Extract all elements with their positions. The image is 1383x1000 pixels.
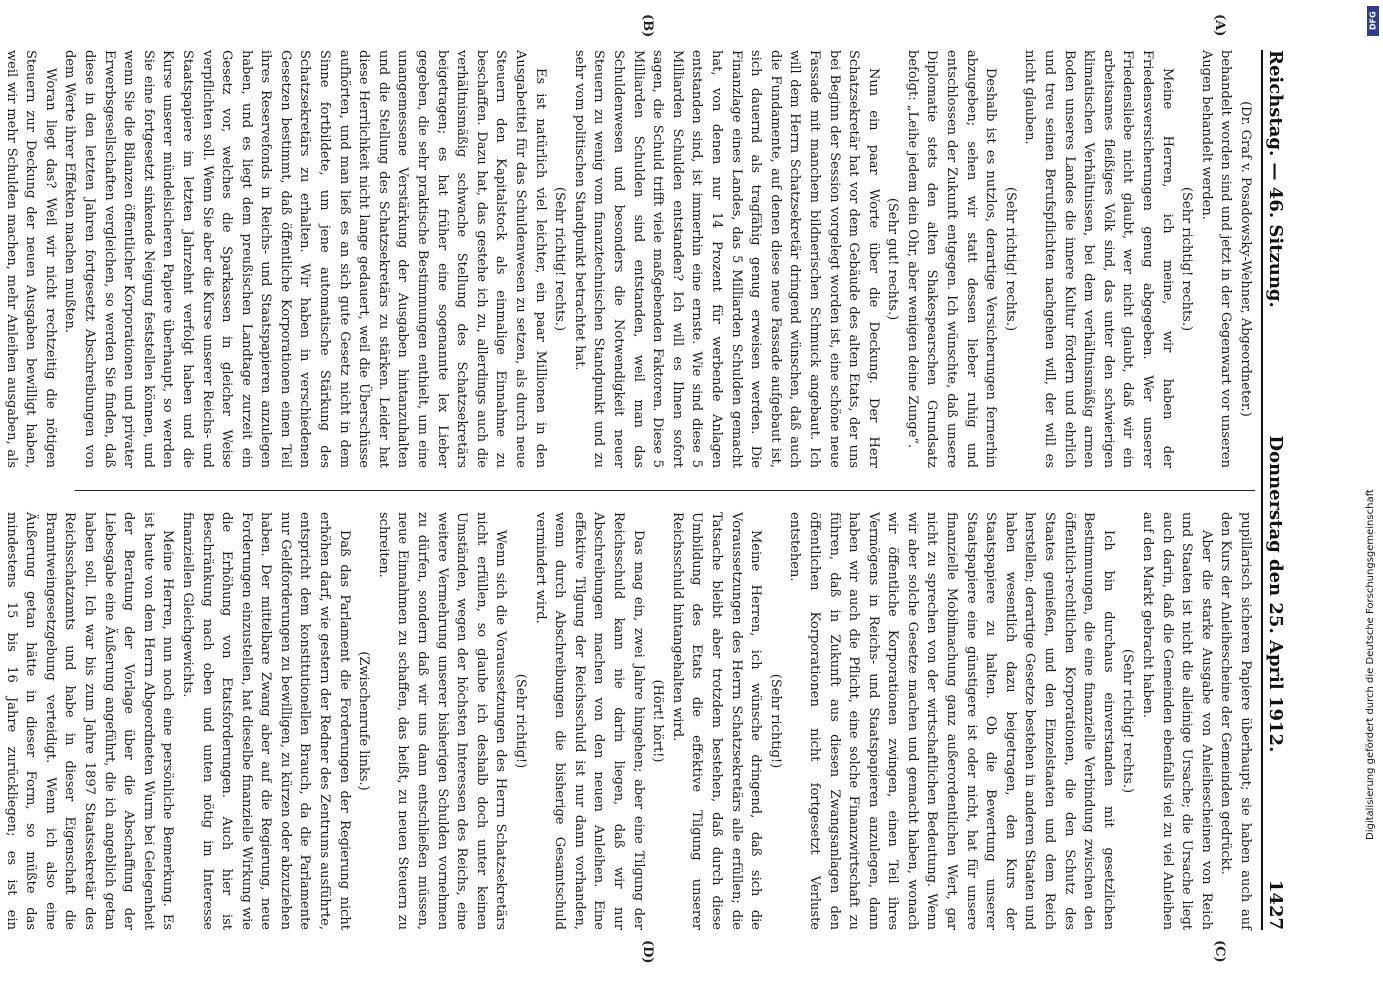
interjection: (Sehr richtig!) [767,673,783,769]
right-column [3,512,1255,930]
digitization-credit: Digitalisierung gefördert durch die Deutsche Forschungsgemeinschaft [1365,489,1376,840]
interjection: (Sehr richtig! rechts.) [1179,186,1195,332]
paragraph: Wenn sich die Voraussetzungen des Herrn Schatzsekretärs nicht erfüllen, so glaube ich deshalb doch unter keinen Umständen, wegen der höchsten Interessen des Reichs, eine weitere Vermehrung unserer bisherigen Schulden vornehmen zu dürfen, sondern daß wir uns dann entschließen müssen, neue Einnahmen zu schaffen, das heißt, zu neuen Steuern zu schreiten. [375,512,509,930]
speaker-note: (Dr. Graf v. Posadowsky-Wehner, Abgeordneter.) [1238,101,1253,417]
interjection: (Hört! hört!) [650,679,666,763]
dfg-logo: DFG [1367,6,1379,36]
page-body [3,14,1295,964]
paragraph: Meine Herren, nun noch eine persönliche Bemerkung. Es ist heute von dem Herrn Abgeordneten Wurm bei Gelegenheit der Beratung der Vorlage über die Abschaffung der Liebesgabe eine Äußerung angeführt, die ich angeblich getan haben soll. Ich war bis zum Jahre 1897 Staatssekretär des Reichsschatzamts und habe in dieser Eigenschaft die Branntweingesetzgebung verteidigt. Wenn ich also eine Äußerung getan hätte in dieser Form, so müßte das mindestens 15 bis 16 Jahre zurückliegen; es ist ein [3,512,176,930]
paragraph: pupillarisch sicheren Papiere überhaupt; sie haben auch auf den Kurs der Anleihescheine der Gemeinden gedrückt. [1218,512,1253,930]
paragraph: Meine Herren, ich meine, wir haben der Friedensversicherungen genug abgegeben. Wer unserer Friedensliebe nicht glaubt, wer nicht glaubt, daß wir ein arbeitsames fleißiges Volk sind, das unter den schwierigen klimatischen Verhältnissen, bei dem verhältnismäßig armen Boden unseres Landes die innere Kultur fördern und ehrlich und treu seinen Berufspflichten nachgehen will, der will es nicht glauben. [1022,50,1175,468]
paragraph: Daß das Parlament die Forderungen der Regierung nicht erhöhen darf, wie gestern der Redner des Zentrums ausführte, entspricht dem konstitutionellen Brauch, da die Parlamente nur Geldforderungen zu bewilligen, zu kürzen oder abzuziehen haben. Der mittelbare Zwang aber auf die Regierung, neue Forderungen einzustellen, hat dieselbe finanzielle Wirkung wie die Erhöhung von Etatsforderungen. Auch hier ist Beschränkung nach oben und unten nötig im Interesse finanziellen Gleichgewichts. [179,512,352,930]
paragraph: behandelt worden sind und jetzt in der Gegenwart vor unseren Augen behandelt werden. [1198,50,1234,468]
column-divider [75,490,1255,491]
interjection: (Sehr gut! rechts.) [885,197,901,321]
margin-letter-a: (A) [1212,14,1227,37]
paragraph: Meine Herren, ich wünsche dringend, daß sich die Voraussetzungen des Herrn Schatzsekretärs alle erfüllen; die Tatsache bleibt aber trotzdem bestehen, daß durch diese Umbildung des Etats die effektive Tilgung unserer Reichsschuld hintangehalten wird. [669,512,764,930]
margin-letter-b: (B) [640,14,655,38]
margin-letter-c: (C) [1212,940,1227,963]
paragraph: Aber die starke Ausgabe von Anleihescheinen von Reich und Staaten ist nicht die alleinige Ursache; die Ursache liegt auch darin, daß die Gemeinden ebenfalls viel zu viel Anleihen auf den Markt gebracht haben. [1140,512,1214,930]
interjection: (Zwischenrufe links.) [356,651,372,791]
interjection: (Sehr richtig! rechts.) [1002,186,1018,332]
paragraph: Das mag ein, zwei Jahre hingehen; aber eine Tilgung der Reichsschuld kann nie darin liegen, daß wir nur Abschreibungen machen von den neuen Anleihen. Eine effektive Tilgung der Reichsschuld ist nur dann vorhanden, wenn durch Abschreibungen die bisherige Gesamtschuld vermindert wird. [532,512,646,930]
running-header [1261,50,1289,930]
page-number: 1427 [1265,879,1287,930]
paragraph: Es ist natürlich viel leichter, ein paar Millionen in den Ausgabetitel für das Schuldenwesen zu setzen, als durch neue Steuern den Kapitalstock als einmalige Einnahme zu beschaffen. Dazu hat, das gestehe ich zu, allerdings auch die verhältnismäßig schwache Stellung des Schatzsekretärs beigetragen; es hat früher eine sogenannte lex Lieber gegeben, die sehr praktische Bestimmungen enthielt, um eine unangemessene Verstärkung der Ausgaben hintanzuhalten und die Stellung des Schatzsekretärs zu stärken. Leider hat diese Herrlichkeit nicht lange gedauert, weil die Überschüsse aufhörten, und man ließ es an sich gute Gesetz nicht in dem Sinne fortbildete, um jene automatische Stärkung des Schatzsekretärs zu erhalten. Wir haben in verschiedenen Gesetzen bestimmt, daß öffentliche Korporationen einen Teil ihres Reservefonds in Reichs- und Staatspapieren anzulegen haben, und es liegt dem preußischen Landtage zurzeit ein Gesetz vor, welches die Sparkassen in gleicher Weise verpflichten soll. Wenn Sie aber die Kurse unserer Reichs- und Staatspapiere im letzten Jahrzehnt verfolgt haben und die Kurse unserer mündelsicheren Papiere überhaupt, so werden Sie eine fortgesetzt sinkende Neigung feststellen können, und wenn Sie die Bilanzen öffentlicher Korporationen und privater Erwerbsgesellschaften vergleichen, so werden Sie finden, daß diese in den letzten Jahren fortgesetzt Abschreibungen von dem Werte ihrer Effekten machen mußten. [62,50,548,468]
margin-letter-d: (D) [640,940,655,964]
header-left: Reichstag. — 46. Sitzung. [1265,50,1287,308]
paragraph: Nun ein paar Worte über die Deckung. Der Herr Schatzsekretär hat vor dem Gebäude des alten Etats, der uns bei Beginn der Session vorgelegt worden ist, eine schöne neue Fassade mit manchem bildnerischen Schmuck angebaut. Ich will dem Herrn Schatzsekretär dringend wünschen, daß auch die Fundamente, auf denen diese neue Fassade aufgebaut ist, sich dauernd als tragfähig genug erweisen werden. Die Finanzlage eines Landes, das 5 Milliarden Schulden gemacht hat, von denen nur 14 Prozent für werbende Anlagen entstanden sind, ist immerhin eine ernste. Wie sind diese 5 Milliarden Schulden entstanden? Ich will es Ihnen sofort sagen, die Schuld trifft viele maßgebenden Faktoren. Diese 5 Milliarden Schulden sind entstanden, weil man das Schuldenwesen und besonders die Notwendigkeit neuer Steuern zu wenig vom finanztechnischen Standpunkt und zu sehr vom politischen Standpunkt betrachtet hat. [571,50,881,468]
interjection: (Sehr richtig!) [513,673,529,769]
paragraph: Deshalb ist es nutzlos, derartige Versicherungen fernerhin abzugeben; sehen wir statt dessen lieber ruhig und entschlossen der Zukunft entgegen. Ich wünschte, daß unsere Diplomatie stets den alten Shakespearschen Grundsatz befolgt: „Leihe jedem dein Ohr, aber wenigen deine Zunge“. [904,50,999,468]
left-column [3,50,1255,468]
interjection: (Sehr richtig! rechts.) [552,186,568,332]
paragraph: Woran liegt das? Weil wir nicht rechtzeitig die nötigen Steuern zur Deckung der neuen Ausgaben bewilligt haben, weil wir mehr Schulden machen, mehr Anleihen ausgaben, als [3,50,58,468]
interjection: (Sehr richtig! rechts.) [1120,648,1136,794]
header-date: Donnerstag den 25. April 1912. [1265,435,1287,753]
paragraph: Ich bin durchaus einverstanden mit gesetzlichen Bestimmungen, die eine finanzielle Verbindung zwischen den öffentlich-rechtlichen Korporationen, die den Schutz des Staates genießen, und den Einzelstaaten und dem Reich herstellen; derartige Gesetze bestehen in anderen Staaten und haben wesentlich dazu beigetragen, den Kurs der Staatspapiere zu halten. Ob die Bewertung unserer Staatspapiere eine günstigere ist oder nicht, hat für unsere finanzielle Mobilmachung ganz außerordentlichen Wert, gar nicht zu sprechen von der wirtschaftlichen Bedeutung. Wenn wir aber solche Gesetze machen und gemacht haben, wonach wir öffentliche Korporationen zwingen, einen Teil ihres Vermögens in Reichs- und Staatspapieren anzulegen, dann haben wir auch die Pflicht, eine solche Finanzwirtschaft zu führen, daß in Zukunft aus diesen Zwangsanlagen den öffentlichen Korporationen nicht fortgesetzt Verluste entstehen. [787,512,1116,930]
